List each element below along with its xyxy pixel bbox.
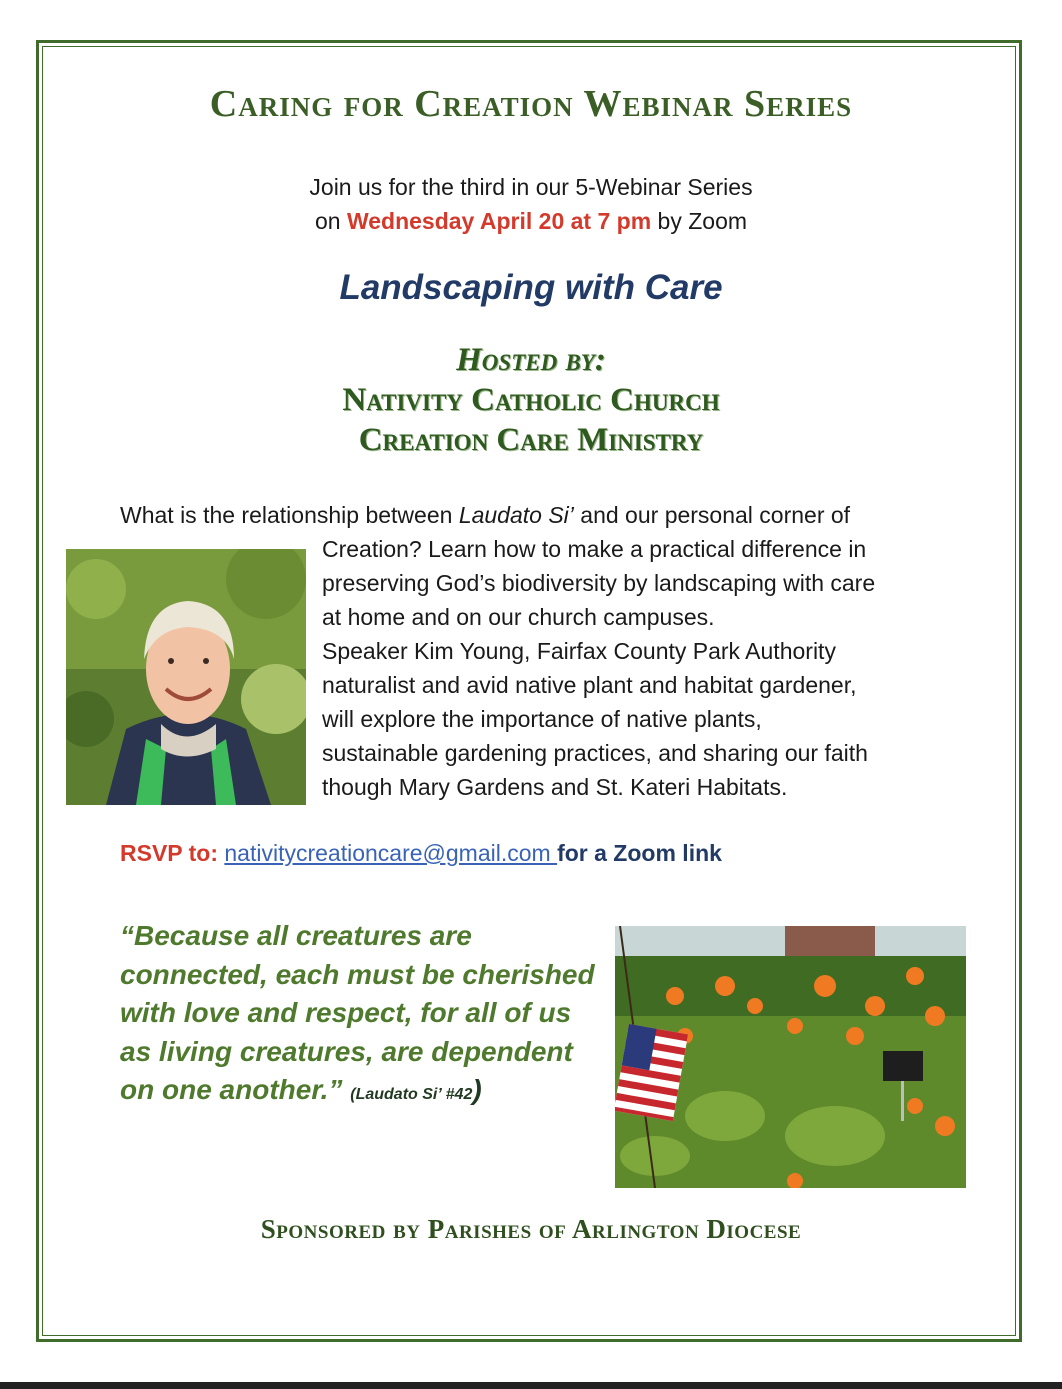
flyer-title: Caring for Creation Webinar Series bbox=[209, 83, 853, 125]
rsvp-email-link[interactable]: nativitycreationcare@gmail.com bbox=[224, 840, 558, 866]
desc-line: naturalist and avid native plant and habitat gardener, bbox=[322, 672, 857, 698]
description-first-line bbox=[120, 498, 980, 532]
rsvp-tail: for a Zoom link bbox=[557, 840, 722, 866]
desc-line: preserving God’s biodiversity by landscaping with care bbox=[322, 570, 876, 596]
quote-citation: (Laudato Si’ #42 bbox=[350, 1086, 473, 1103]
webinar-title: Landscaping with Care bbox=[339, 268, 723, 307]
rsvp-label: RSVP to: bbox=[120, 840, 225, 866]
host-name: Nativity Catholic Church bbox=[342, 382, 720, 418]
speaker-photo bbox=[66, 549, 306, 805]
desc-line: sustainable gardening practices, and sharing our faith bbox=[322, 740, 868, 766]
intro-text bbox=[0, 170, 1062, 238]
sponsor-line: Sponsored by Parishes of Arlington Diocese bbox=[260, 1214, 802, 1244]
host-block bbox=[0, 340, 1062, 460]
event-date: Wednesday April 20 at 7 pm bbox=[346, 208, 652, 234]
intro-suffix: by Zoom bbox=[651, 208, 748, 234]
desc-line: though Mary Gardens and St. Kateri Habitats. bbox=[322, 774, 788, 800]
bottom-edge bbox=[0, 1382, 1062, 1389]
description-body bbox=[322, 532, 982, 804]
intro-prefix: on bbox=[314, 208, 347, 234]
quote-close-paren: ) bbox=[472, 1074, 482, 1105]
desc-line: Speaker Kim Young, Fairfax County Park Authority bbox=[322, 638, 836, 664]
quote-text: “Because all creatures are connected, each must be cherished with love and respect, for all of us as living creatures, are dependent on one another.” bbox=[120, 920, 595, 1105]
desc-line: Creation? Learn how to make a practical difference in bbox=[322, 536, 867, 562]
host-ministry: Creation Care Ministry bbox=[358, 422, 704, 458]
rsvp-line bbox=[120, 840, 722, 867]
desc-line: at home and on our church campuses. bbox=[322, 604, 715, 630]
desc-line: will explore the importance of native plants, bbox=[322, 706, 762, 732]
desc-suffix: and our personal corner of bbox=[573, 502, 851, 528]
laudato-si-quote bbox=[120, 917, 610, 1115]
garden-photo bbox=[615, 926, 966, 1188]
desc-prefix: What is the relationship between bbox=[120, 502, 459, 528]
intro-line-1: Join us for the third in our 5-Webinar Series bbox=[309, 174, 753, 200]
desc-italic: Laudato Si’ bbox=[458, 502, 574, 528]
intro-line-2 bbox=[0, 204, 1062, 238]
hosted-by-label: Hosted by: bbox=[456, 342, 606, 378]
